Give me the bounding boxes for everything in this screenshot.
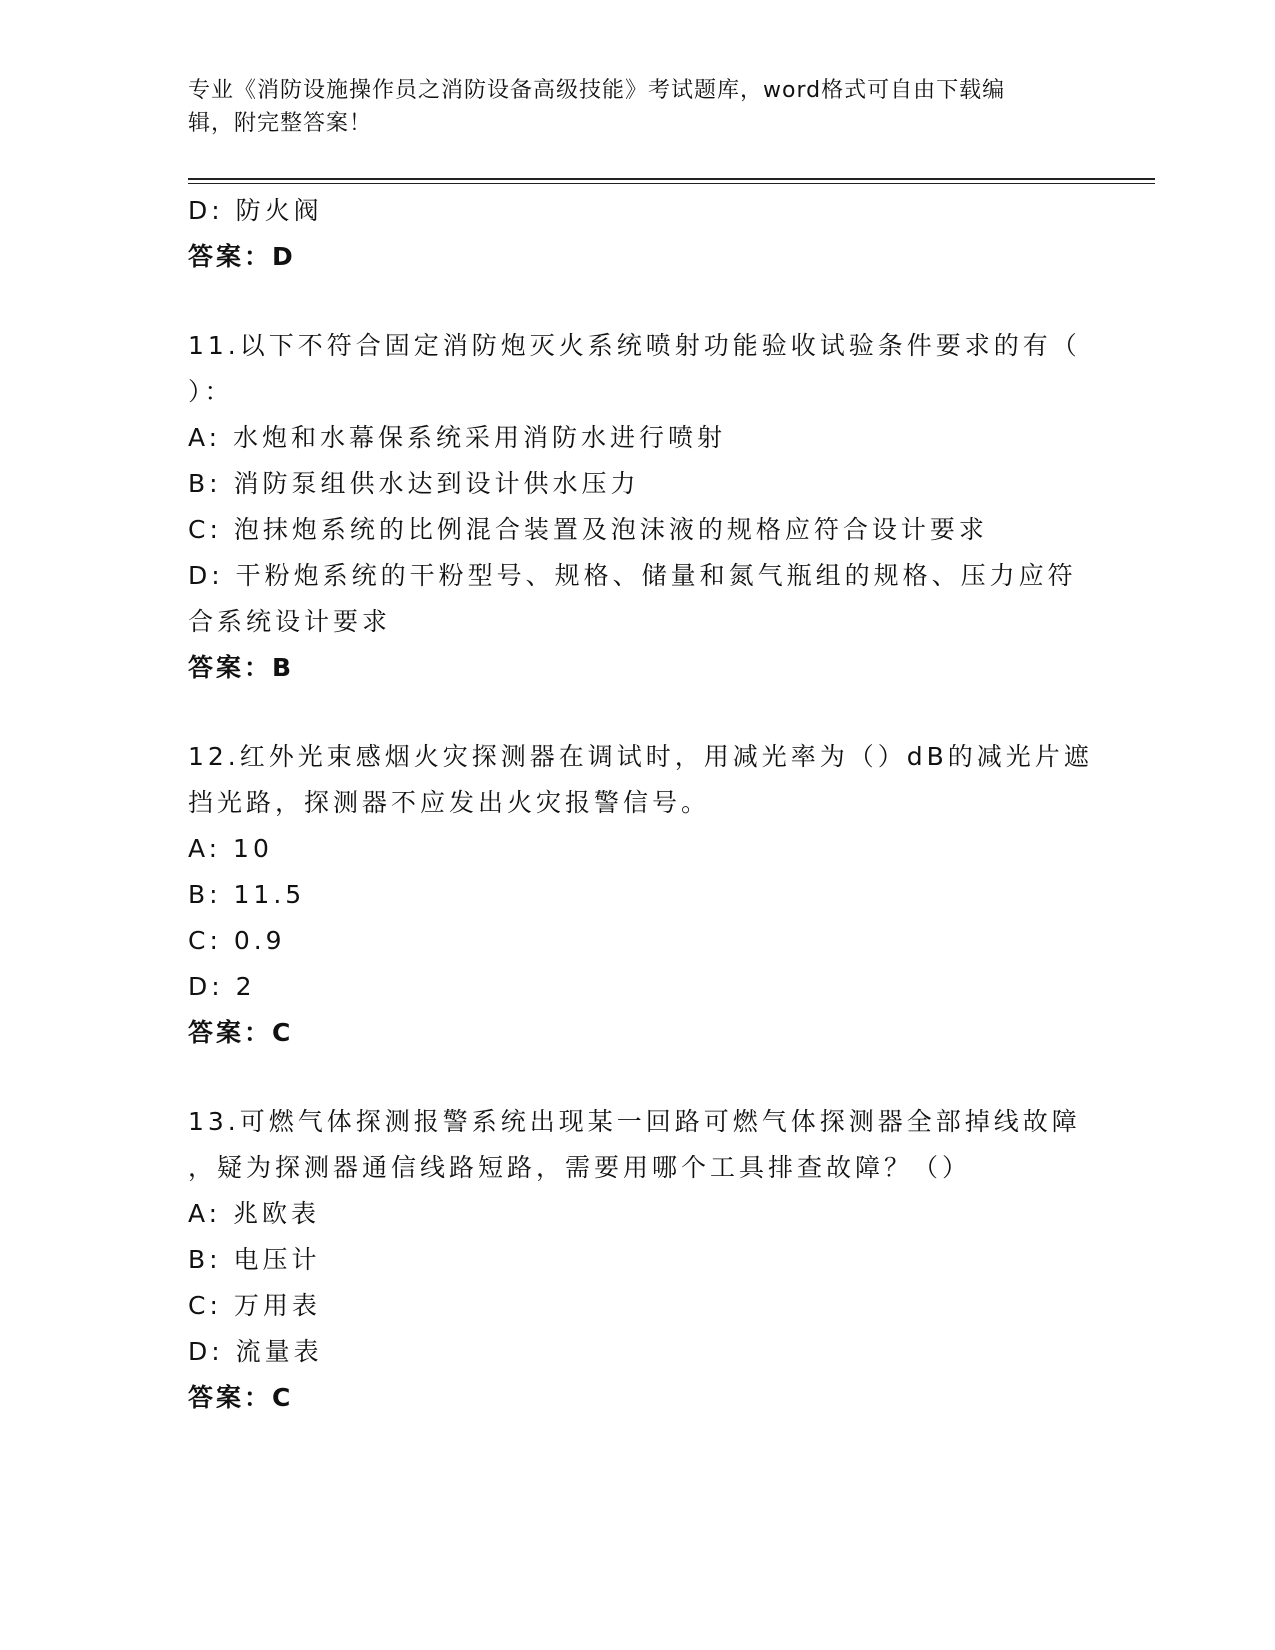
option-a: A: 水炮和水幕保系统采用消防水进行喷射: [188, 423, 727, 452]
question-stem-line: 13.可燃气体探测报警系统出现某一回路可燃气体探测器全部掉线故障: [188, 1107, 1081, 1136]
header-divider-thin: [188, 183, 1155, 184]
question-block-13: [188, 1099, 1088, 1421]
option-d: D: 流量表: [188, 1337, 323, 1366]
question-stem-line: ）：: [188, 377, 234, 406]
question-stem-line: 11.以下不符合固定消防炮灭火系统喷射功能验收试验条件要求的有（: [188, 331, 1081, 360]
document-header: [188, 74, 1088, 140]
prev-option-d: D: 防火阀: [188, 196, 323, 225]
prev-answer: 答案：D: [188, 242, 296, 271]
option-b: B: 电压计: [188, 1245, 321, 1274]
option-c: C: 泡抹炮系统的比例混合装置及泡沫液的规格应符合设计要求: [188, 515, 988, 544]
option-a: A: 10: [188, 834, 273, 863]
option-b: B: 11.5: [188, 880, 306, 909]
answer-line: 答案：C: [188, 1383, 294, 1412]
spacer: [188, 280, 1088, 323]
option-b: B: 消防泵组供水达到设计供水压力: [188, 469, 640, 498]
question-block-11: [188, 323, 1088, 691]
question-stem-line: 挡光路，探测器不应发出火灾报警信号。: [188, 788, 711, 817]
header-line-1: 专业《消防设施操作员之消防设备高级技能》考试题库，word格式可自由下载编: [188, 78, 1006, 103]
header-divider-thick: [188, 178, 1155, 180]
answer-line: 答案：B: [188, 653, 295, 682]
option-d-continued: 合系统设计要求: [188, 607, 392, 636]
question-stem-line: 12.红外光束感烟火灾探测器在调试时，用减光率为（）dB的减光片遮: [188, 742, 1093, 771]
question-block-12: [188, 734, 1093, 1056]
option-c: C: 0.9: [188, 926, 286, 955]
spacer: [188, 1056, 1088, 1099]
spacer: [188, 691, 1088, 734]
option-c: C: 万用表: [188, 1291, 321, 1320]
answer-line: 答案：C: [188, 1018, 294, 1047]
question-content: [188, 188, 1093, 1421]
option-d: D: 2: [188, 972, 256, 1001]
question-stem-line: ，疑为探测器通信线路短路，需要用哪个工具排查故障？（）: [188, 1153, 972, 1182]
header-line-2: 辑，附完整答案！: [188, 111, 373, 136]
option-a: A: 兆欧表: [188, 1199, 321, 1228]
option-d: D: 干粉炮系统的干粉型号、规格、储量和氮气瓶组的规格、压力应符: [188, 561, 1077, 590]
